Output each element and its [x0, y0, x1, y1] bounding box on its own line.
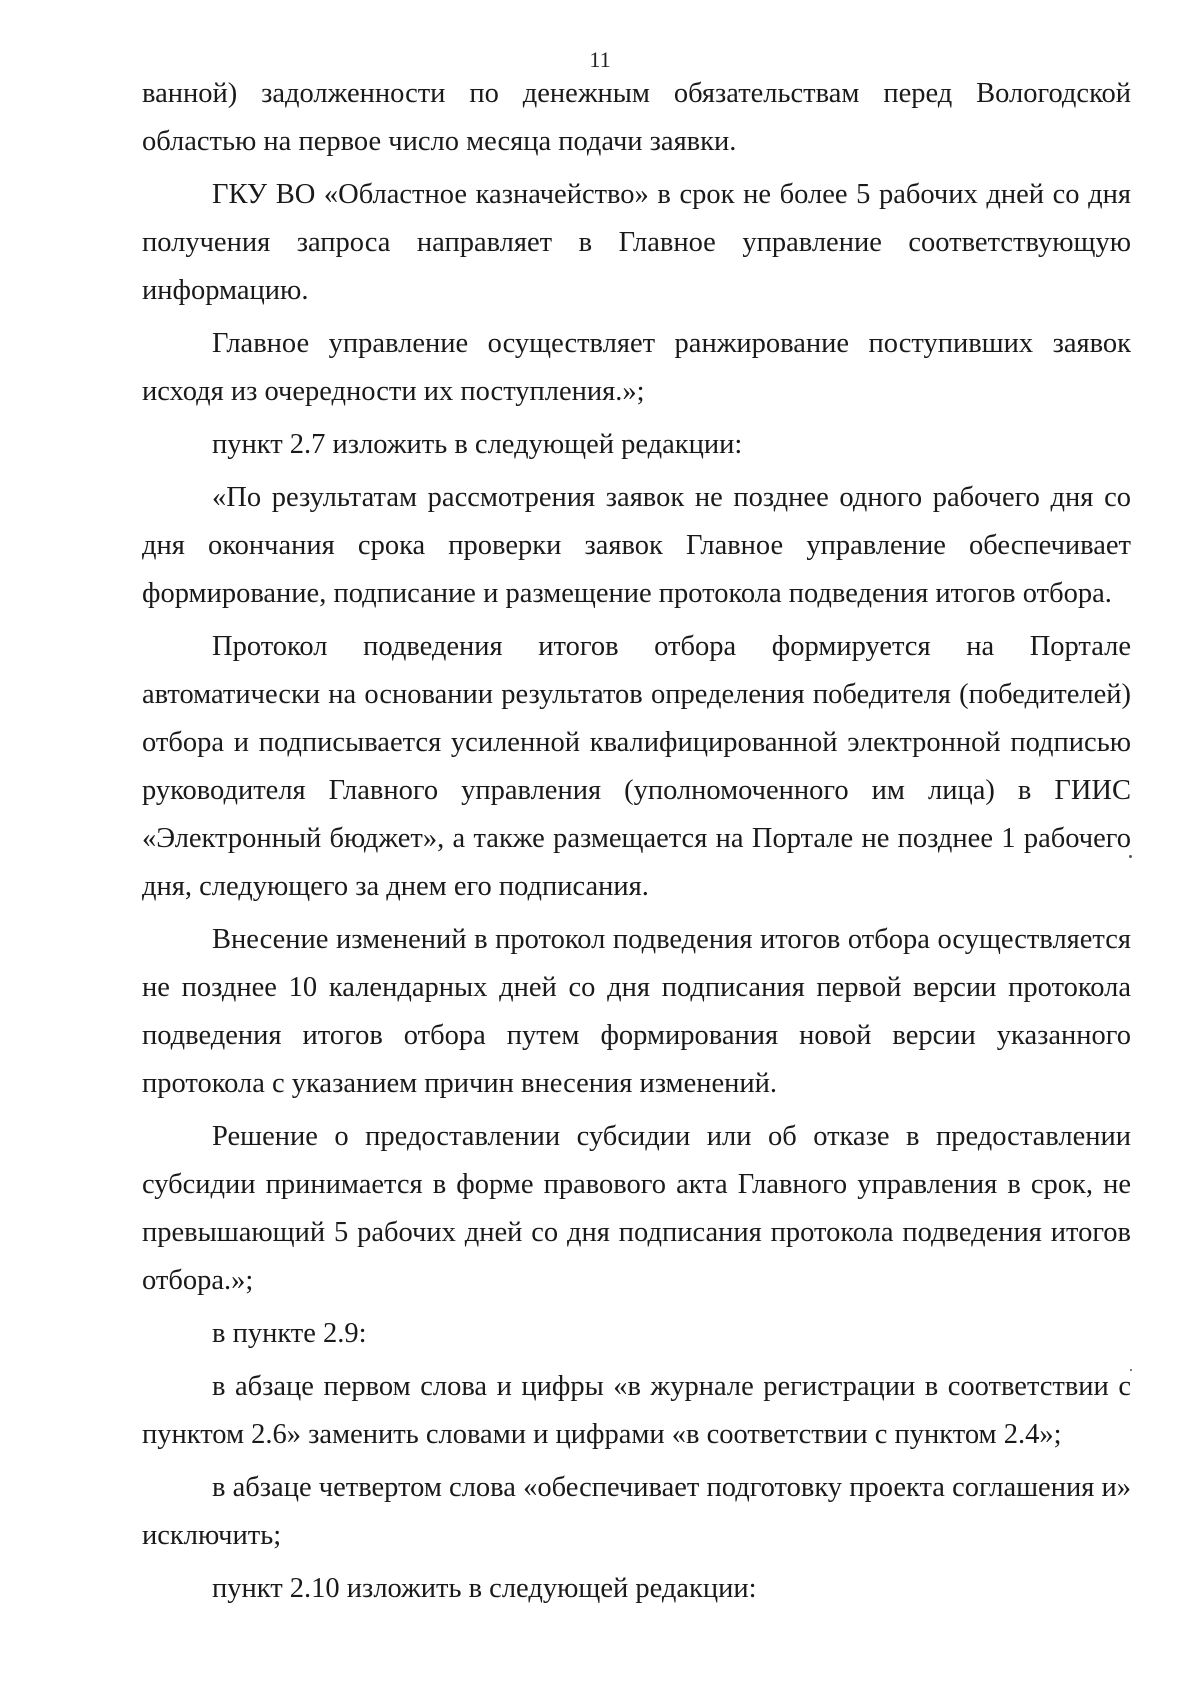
paragraph-2: ГКУ ВО «Областное казначейство» в срок не более 5 рабочих дней со дня получения запроса направляет в Главное управление соответствующую информацию.	[142, 179, 1131, 306]
document-body	[142, 70, 1131, 1613]
scan-speck	[1129, 855, 1132, 858]
paragraph-5: «По результатам рассмотрения заявок не позднее одного рабочего дня со дня окончания срока проверки заявок Главное управление обеспечивает формирование, подписание и размещение протокола подведения итогов отбора.	[142, 482, 1131, 609]
paragraph-7: Внесение изменений в протокол подведения итогов отбора осуществляется не позднее 10 календарных дней со дня подписания первой версии протокола подведения итогов отбора путем формирования новой версии указанного протокола с указанием причин внесения изменений.	[142, 924, 1131, 1099]
paragraph-1: ванной) задолженности по денежным обязательствам перед Вологодской областью на первое число месяца подачи заявки.	[142, 78, 1131, 157]
paragraph-10: в абзаце первом слова и цифры «в журнале регистрации в соответствии с пунктом 2.6» заменить словами и цифрами «в соответствии с пунктом 2.4»;	[142, 1371, 1131, 1450]
paragraph-11: в абзаце четвертом слова «обеспечивает подготовку проекта соглашения и» исключить;	[142, 1472, 1131, 1551]
page-number: 11	[589, 47, 611, 72]
paragraph-4: пункт 2.7 изложить в следующей редакции:	[212, 429, 743, 460]
paragraph-6: Протокол подведения итогов отбора формируется на Портале автоматически на основании результатов определения победителя (победителей) отбора и подписывается усиленной квалифицированной электронной подписью руководителя Главного управления (уполномоченного им лица) в ГИИС «Электронный бюджет», а также размещается на Портале не позднее 1 рабочего дня, следующего за днем его подписания.	[142, 631, 1131, 902]
paragraph-3: Главное управление осуществляет ранжирование поступивших заявок исходя из очередности их поступления.»;	[142, 328, 1131, 407]
paragraph-9: в пункте 2.9:	[212, 1318, 367, 1349]
paragraph-8: Решение о предоставлении субсидии или об отказе в предоставлении субсидии принимается в форме правового акта Главного управления в срок, не превышающий 5 рабочих дней со дня подписания протокола подведения итогов отбора.»;	[142, 1121, 1131, 1296]
paragraph-12: пункт 2.10 изложить в следующей редакции:	[212, 1573, 757, 1604]
scan-speck	[1130, 1369, 1132, 1371]
